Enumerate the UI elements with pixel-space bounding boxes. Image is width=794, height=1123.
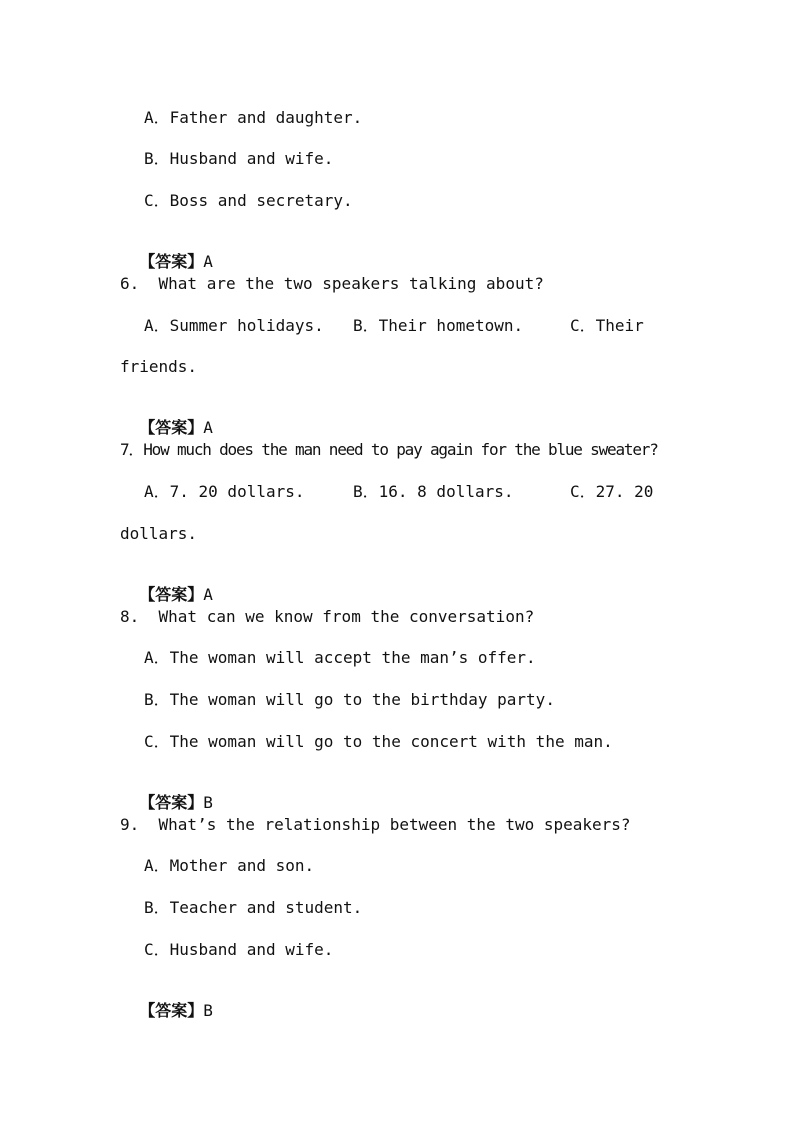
q6-option-c-cont: friends.	[120, 357, 198, 376]
answer-label: 【答案】	[139, 793, 204, 812]
answer-label: 【答案】	[139, 252, 204, 271]
q9-question: 9. What’s the relationship between the two speakers?	[120, 815, 631, 834]
q7-answer	[120, 565, 213, 605]
q6-option-a: A．Summer holidays.	[144, 316, 324, 335]
answer-label: 【答案】	[139, 1001, 204, 1020]
q6-answer	[120, 398, 213, 438]
q8-option-c: C．The woman will go to the concert with the man.	[144, 732, 613, 751]
answer-value: A	[203, 585, 213, 604]
answer-value: B	[203, 793, 213, 812]
q5-option-b: B．Husband and wife.	[144, 149, 334, 168]
q9-option-c: C．Husband and wife.	[144, 940, 334, 959]
answer-value: B	[203, 1001, 213, 1020]
q8-answer	[120, 773, 213, 813]
answer-label: 【答案】	[139, 585, 204, 604]
answer-value: A	[203, 252, 213, 271]
answer-label: 【答案】	[139, 418, 204, 437]
q7-option-c-cont: dollars.	[120, 524, 198, 543]
q6-question: 6. What are the two speakers talking about?	[120, 274, 544, 293]
q7-option-a: A．7. 20 dollars.	[144, 482, 305, 501]
q7-option-b: B．16. 8 dollars.	[353, 482, 514, 501]
q6-option-c: C．Their	[570, 316, 644, 335]
q5-option-a: A．Father and daughter.	[144, 108, 363, 127]
q9-option-b: B．Teacher and student.	[144, 898, 363, 917]
q9-option-a: A．Mother and son.	[144, 856, 315, 875]
q8-option-a: A．The woman will accept the man’s offer.	[144, 648, 536, 667]
q5-answer	[120, 232, 213, 272]
q9-answer	[120, 981, 213, 1021]
q6-option-b: B．Their hometown.	[353, 316, 524, 335]
answer-value: A	[203, 418, 213, 437]
q7-option-c: C．27. 20	[570, 482, 654, 501]
q5-option-c: C．Boss and secretary.	[144, 191, 353, 210]
q8-option-b: B．The woman will go to the birthday party.	[144, 690, 555, 709]
q8-question: 8. What can we know from the conversation?	[120, 607, 535, 626]
q7-question: 7．How much does the man need to pay again for the blue sweater?	[120, 440, 658, 459]
